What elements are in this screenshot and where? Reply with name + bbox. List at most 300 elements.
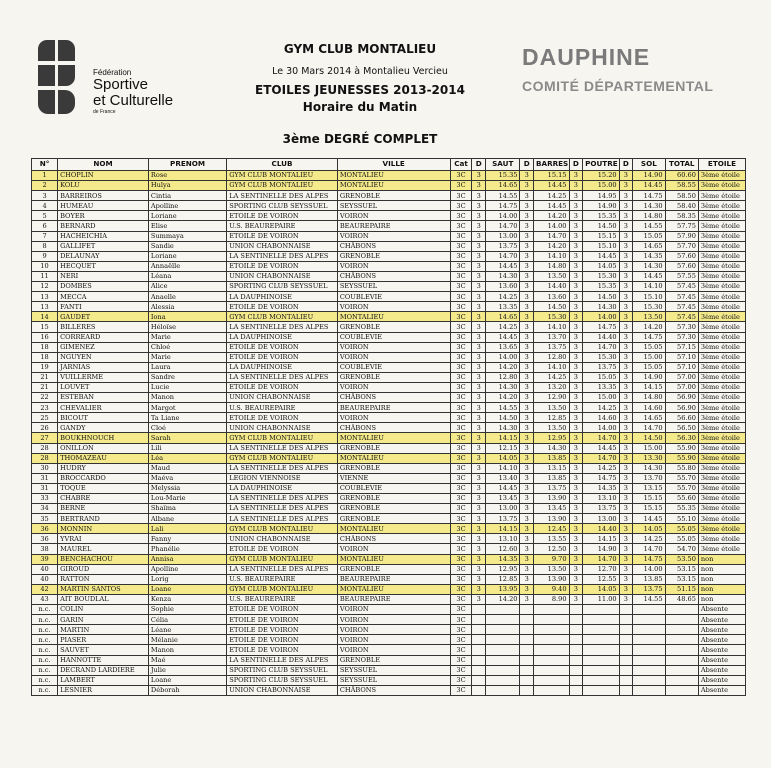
cell-etoile: 3ème étoile	[698, 211, 745, 221]
cell-barres: 13.15	[534, 463, 569, 473]
column-header: CLUB	[227, 159, 338, 171]
cell-d2: 3	[520, 423, 534, 433]
cell-prenom: Annaëlle	[148, 261, 226, 271]
column-header: SAUT	[486, 159, 520, 171]
table-header	[32, 159, 746, 171]
cell-total: 56.60	[665, 413, 698, 423]
cell-total: 56.90	[665, 393, 698, 403]
table-row	[32, 312, 746, 322]
cell-d1: 3	[472, 473, 486, 483]
cell-etoile: 3ème étoile	[698, 282, 745, 292]
cell-cat: 3C	[450, 615, 472, 625]
cell-prenom: Lili	[148, 443, 226, 453]
cell-cat: 3C	[450, 645, 472, 655]
cell-d1: 3	[472, 433, 486, 443]
cell-etoile: 3ème étoile	[698, 473, 745, 483]
cell-nom: MARTIN SANTOS	[58, 584, 149, 594]
cell-saut	[486, 635, 520, 645]
cell-club: GYM CLUB MONTALIEU	[227, 433, 338, 443]
cell-prenom: Lorig	[148, 574, 226, 584]
cell-club: SPORTING CLUB SEYSSUEL	[227, 675, 338, 685]
cell-nom: RATTON	[58, 574, 149, 584]
cell-barres: 14.30	[534, 443, 569, 453]
cell-d1: 3	[472, 171, 486, 181]
cell-ville: SEYSSUEL	[337, 675, 450, 685]
cell-sol: 14.35	[633, 251, 665, 261]
cell-etoile: 3ème étoile	[698, 312, 745, 322]
cell-total: 57.30	[665, 332, 698, 342]
cell-saut: 14.65	[486, 181, 520, 191]
cell-sol: 15.05	[633, 362, 665, 372]
cell-d3: 3	[569, 372, 583, 382]
cell-saut: 13.75	[486, 514, 520, 524]
cell-barres: 13.90	[534, 514, 569, 524]
cell-club: LA DAUPHINOISE	[227, 292, 338, 302]
cell-saut: 14.25	[486, 322, 520, 332]
cell-saut: 13.00	[486, 504, 520, 514]
cell-etoile: Absente	[698, 675, 745, 685]
cell-saut: 14.70	[486, 251, 520, 261]
cell-d4: 3	[619, 494, 633, 504]
cell-etoile: 3ème étoile	[698, 463, 745, 473]
cell-d3: 3	[569, 594, 583, 604]
table-row	[32, 625, 746, 635]
cell-etoile: 3ème étoile	[698, 181, 745, 191]
cell-nom: BROCCARDO	[58, 473, 149, 483]
cell-n: 12	[32, 282, 58, 292]
cell-poutre: 14.70	[583, 453, 620, 463]
cell-d2	[520, 675, 534, 685]
cell-sol	[633, 605, 665, 615]
cell-barres	[534, 645, 569, 655]
cell-prenom: Kenza	[148, 594, 226, 604]
cell-poutre: 14.25	[583, 403, 620, 413]
cell-etoile: 3ème étoile	[698, 382, 745, 392]
cell-d4: 3	[619, 292, 633, 302]
cell-cat: 3C	[450, 534, 472, 544]
cell-d2: 3	[520, 433, 534, 443]
cell-cat: 3C	[450, 211, 472, 221]
cell-poutre	[583, 665, 620, 675]
cell-poutre: 14.70	[583, 433, 620, 443]
cell-n: n.c.	[32, 645, 58, 655]
cell-sol: 14.45	[633, 181, 665, 191]
cell-ville: VOIRON	[337, 615, 450, 625]
cell-poutre: 14.45	[583, 251, 620, 261]
cell-saut: 14.65	[486, 312, 520, 322]
cell-d1: 3	[472, 332, 486, 342]
cell-total	[665, 625, 698, 635]
cell-club: LA SENTINELLE DES ALPES	[227, 564, 338, 574]
cell-nom: HUDRY	[58, 463, 149, 473]
cell-saut: 12.80	[486, 372, 520, 382]
cell-n: 33	[32, 494, 58, 504]
cell-barres: 14.10	[534, 362, 569, 372]
cell-ville: GRENOBLE	[337, 372, 450, 382]
cell-cat: 3C	[450, 423, 472, 433]
cell-d4: 3	[619, 352, 633, 362]
cell-poutre: 11.00	[583, 594, 620, 604]
cell-barres: 14.25	[534, 372, 569, 382]
cell-n: 13	[32, 292, 58, 302]
cell-ville: VOIRON	[337, 231, 450, 241]
cell-d3: 3	[569, 544, 583, 554]
cell-nom: BOYER	[58, 211, 149, 221]
cell-club: ETOILE DE VOIRON	[227, 605, 338, 615]
cell-cat: 3C	[450, 322, 472, 332]
cell-d1: 3	[472, 362, 486, 372]
cell-d1: 3	[472, 403, 486, 413]
cell-n: 18	[32, 342, 58, 352]
cell-etoile: 3ème étoile	[698, 221, 745, 231]
cell-cat: 3C	[450, 413, 472, 423]
cell-d1	[472, 665, 486, 675]
cell-prenom: Apolline	[148, 201, 226, 211]
cell-nom: GANDY	[58, 423, 149, 433]
cell-club: LA SENTINELLE DES ALPES	[227, 504, 338, 514]
table-row	[32, 171, 746, 181]
cell-prenom: Elise	[148, 221, 226, 231]
cell-ville: CHÂBONS	[337, 393, 450, 403]
cell-cat: 3C	[450, 453, 472, 463]
cell-d4: 3	[619, 231, 633, 241]
cell-etoile: Absente	[698, 605, 745, 615]
cell-nom: KOLU	[58, 181, 149, 191]
cell-barres: 15.15	[534, 171, 569, 181]
cell-d4	[619, 685, 633, 695]
cell-saut: 15.35	[486, 171, 520, 181]
cell-poutre: 14.60	[583, 413, 620, 423]
cell-nom: BOUKHNOUCH	[58, 433, 149, 443]
cell-saut: 14.55	[486, 403, 520, 413]
cell-d2: 3	[520, 443, 534, 453]
cell-cat: 3C	[450, 181, 472, 191]
table-row	[32, 403, 746, 413]
cell-prenom: Loane	[148, 675, 226, 685]
cell-club: UNION CHABONNAISE	[227, 241, 338, 251]
cell-total: 55.80	[665, 463, 698, 473]
cell-club: SPORTING CLUB SEYSSUEL	[227, 201, 338, 211]
cell-d2: 3	[520, 271, 534, 281]
cell-saut: 14.15	[486, 524, 520, 534]
cell-d4: 3	[619, 382, 633, 392]
cell-d2: 3	[520, 524, 534, 534]
cell-ville: VOIRON	[337, 413, 450, 423]
cell-total: 58.35	[665, 211, 698, 221]
cell-d3: 3	[569, 342, 583, 352]
cell-sol: 14.90	[633, 171, 665, 181]
cell-d1: 3	[472, 514, 486, 524]
cell-d1	[472, 645, 486, 655]
cell-d2: 3	[520, 544, 534, 554]
cell-barres: 13.75	[534, 483, 569, 493]
cell-total: 51.15	[665, 584, 698, 594]
cell-cat: 3C	[450, 191, 472, 201]
cell-nom: HANNOTTE	[58, 655, 149, 665]
cell-poutre: 15.30	[583, 352, 620, 362]
cell-d2: 3	[520, 211, 534, 221]
cell-poutre	[583, 675, 620, 685]
cell-d3: 3	[569, 322, 583, 332]
cell-saut: 14.50	[486, 413, 520, 423]
cell-prenom: Annisa	[148, 554, 226, 564]
cell-nom: LAMBERT	[58, 675, 149, 685]
cell-total: 57.90	[665, 231, 698, 241]
cell-club: UNION CHABONNAISE	[227, 534, 338, 544]
cell-d2: 3	[520, 564, 534, 574]
cell-n: n.c.	[32, 605, 58, 615]
cell-ville: GRENOBLE	[337, 443, 450, 453]
cell-poutre: 14.90	[583, 544, 620, 554]
cell-poutre: 14.40	[583, 524, 620, 534]
cell-ville: MONTALIEU	[337, 584, 450, 594]
cell-poutre: 14.40	[583, 332, 620, 342]
column-header: BARRES	[534, 159, 569, 171]
cell-cat: 3C	[450, 463, 472, 473]
cell-ville: SEYSSUEL	[337, 201, 450, 211]
cell-barres: 13.70	[534, 332, 569, 342]
cell-total: 55.60	[665, 494, 698, 504]
cell-cat: 3C	[450, 362, 472, 372]
cell-d3: 3	[569, 423, 583, 433]
cell-barres: 12.50	[534, 544, 569, 554]
cell-total: 57.10	[665, 352, 698, 362]
column-header: D	[520, 159, 534, 171]
cell-cat: 3C	[450, 625, 472, 635]
cell-nom: BERNE	[58, 504, 149, 514]
cell-nom: SAUVET	[58, 645, 149, 655]
cell-saut	[486, 605, 520, 615]
cell-club: ETOILE DE VOIRON	[227, 231, 338, 241]
column-header: NOM	[58, 159, 149, 171]
cell-prenom: Cloé	[148, 423, 226, 433]
cell-total: 55.90	[665, 443, 698, 453]
cell-poutre: 15.35	[583, 211, 620, 221]
cell-n: n.c.	[32, 655, 58, 665]
cell-d3: 3	[569, 352, 583, 362]
cell-etoile: 3ème étoile	[698, 393, 745, 403]
table-row	[32, 675, 746, 685]
cell-sol: 13.75	[633, 584, 665, 594]
cell-etoile: 3ème étoile	[698, 241, 745, 251]
cell-barres	[534, 615, 569, 625]
cell-d3: 3	[569, 181, 583, 191]
cell-saut: 13.40	[486, 473, 520, 483]
cell-total: 58.40	[665, 201, 698, 211]
cell-total: 56.30	[665, 433, 698, 443]
cell-poutre	[583, 645, 620, 655]
cell-sol	[633, 645, 665, 655]
cell-d4: 3	[619, 504, 633, 514]
column-header: SOL	[633, 159, 665, 171]
cell-poutre: 14.70	[583, 342, 620, 352]
cell-d1	[472, 675, 486, 685]
cell-cat: 3C	[450, 312, 472, 322]
cell-n: 30	[32, 463, 58, 473]
cell-sol: 14.65	[633, 241, 665, 251]
table-row	[32, 463, 746, 473]
cell-d2: 3	[520, 231, 534, 241]
fscf-logo	[36, 38, 186, 124]
cell-prenom: Sophie	[148, 605, 226, 615]
table-row	[32, 201, 746, 211]
cell-d3: 3	[569, 413, 583, 423]
cell-saut	[486, 645, 520, 655]
table-row	[32, 524, 746, 534]
cell-prenom: Sandie	[148, 241, 226, 251]
cell-d4: 3	[619, 463, 633, 473]
cell-prenom: Sarah	[148, 433, 226, 443]
cell-sol	[633, 655, 665, 665]
cell-n: n.c.	[32, 685, 58, 695]
cell-d4: 3	[619, 443, 633, 453]
cell-d4: 3	[619, 544, 633, 554]
cell-d2: 3	[520, 403, 534, 413]
table-row	[32, 615, 746, 625]
cell-club: ETOILE DE VOIRON	[227, 211, 338, 221]
cell-d1: 3	[472, 302, 486, 312]
cell-nom: GIROUD	[58, 564, 149, 574]
cell-club: ETOILE DE VOIRON	[227, 645, 338, 655]
cell-d3	[569, 665, 583, 675]
cell-d4	[619, 625, 633, 635]
cell-poutre	[583, 625, 620, 635]
cell-nom: PIASER	[58, 635, 149, 645]
cell-d2: 3	[520, 504, 534, 514]
cell-club: ETOILE DE VOIRON	[227, 302, 338, 312]
cell-d4	[619, 615, 633, 625]
cell-poutre	[583, 615, 620, 625]
cell-etoile: 3ème étoile	[698, 171, 745, 181]
cell-etoile: 3ème étoile	[698, 271, 745, 281]
club-title: GYM CLUB MONTALIEU	[283, 42, 437, 56]
cell-sol: 14.30	[633, 463, 665, 473]
cell-cat: 3C	[450, 554, 472, 564]
cell-barres: 13.50	[534, 403, 569, 413]
cell-club: ETOILE DE VOIRON	[227, 615, 338, 625]
cell-barres	[534, 655, 569, 665]
cell-d2	[520, 635, 534, 645]
cell-ville: GRENOBLE	[337, 494, 450, 504]
cell-prenom: Anaelle	[148, 292, 226, 302]
cell-ville: GRENOBLE	[337, 514, 450, 524]
cell-d4: 3	[619, 221, 633, 231]
cell-barres: 15.30	[534, 312, 569, 322]
cell-sol: 14.70	[633, 544, 665, 554]
cell-d1	[472, 615, 486, 625]
cell-saut: 13.10	[486, 534, 520, 544]
session-title: Horaire du Matin	[302, 100, 418, 114]
cell-prenom: Margot	[148, 403, 226, 413]
cell-etoile: 3ème étoile	[698, 362, 745, 372]
cell-sol: 14.80	[633, 393, 665, 403]
cell-cat: 3C	[450, 544, 472, 554]
cell-d1: 3	[472, 584, 486, 594]
table-row	[32, 342, 746, 352]
cell-d4: 3	[619, 403, 633, 413]
cell-n: 21	[32, 372, 58, 382]
cell-sol: 15.05	[633, 342, 665, 352]
cell-total: 55.35	[665, 504, 698, 514]
cell-saut: 14.00	[486, 211, 520, 221]
cell-d2: 3	[520, 251, 534, 261]
cell-d3: 3	[569, 211, 583, 221]
cell-cat: 3C	[450, 433, 472, 443]
cell-ville: COUBLEVIE	[337, 332, 450, 342]
cell-total	[665, 655, 698, 665]
cell-d1: 3	[472, 413, 486, 423]
cell-ville: CHÂBONS	[337, 423, 450, 433]
cell-d2: 3	[520, 352, 534, 362]
cell-barres: 14.40	[534, 282, 569, 292]
table-row	[32, 544, 746, 554]
cell-d3: 3	[569, 292, 583, 302]
cell-d4: 3	[619, 423, 633, 433]
cell-cat: 3C	[450, 171, 472, 181]
table-row	[32, 483, 746, 493]
cell-d3: 3	[569, 251, 583, 261]
cell-cat: 3C	[450, 403, 472, 413]
cell-n: 4	[32, 201, 58, 211]
cell-nom: BENCHACHOU	[58, 554, 149, 564]
cell-d4	[619, 675, 633, 685]
cell-d4: 3	[619, 282, 633, 292]
cell-etoile: 3ème étoile	[698, 302, 745, 312]
cell-d1: 3	[472, 322, 486, 332]
cell-ville: BEAUREPAIRE	[337, 221, 450, 231]
cell-nom: MONNIN	[58, 524, 149, 534]
cell-prenom: Albane	[148, 514, 226, 524]
cell-barres: 14.20	[534, 241, 569, 251]
cell-nom: BERNARD	[58, 221, 149, 231]
table-row	[32, 382, 746, 392]
cell-total: 57.15	[665, 342, 698, 352]
cell-poutre: 14.25	[583, 463, 620, 473]
cell-barres: 14.80	[534, 261, 569, 271]
cell-d3	[569, 685, 583, 695]
cell-d2: 3	[520, 332, 534, 342]
cell-nom: COLIN	[58, 605, 149, 615]
cell-d2	[520, 685, 534, 695]
cell-prenom: Rose	[148, 171, 226, 181]
cell-d4: 3	[619, 201, 633, 211]
cell-d1: 3	[472, 292, 486, 302]
cell-club: LA SENTINELLE DES ALPES	[227, 655, 338, 665]
cell-poutre: 15.00	[583, 393, 620, 403]
cell-etoile: non	[698, 564, 745, 574]
cell-d1	[472, 605, 486, 615]
cell-sol	[633, 675, 665, 685]
cell-ville: MONTALIEU	[337, 312, 450, 322]
cell-n: n.c.	[32, 625, 58, 635]
cell-sol: 14.55	[633, 221, 665, 231]
cell-ville: MONTALIEU	[337, 181, 450, 191]
cell-barres: 12.95	[534, 433, 569, 443]
cell-d4	[619, 635, 633, 645]
cell-d3: 3	[569, 191, 583, 201]
cell-prenom: Loriane	[148, 251, 226, 261]
cell-etoile: 3ème étoile	[698, 372, 745, 382]
cell-saut: 14.45	[486, 261, 520, 271]
column-header: TOTAL	[665, 159, 698, 171]
cell-d2	[520, 655, 534, 665]
table-row	[32, 423, 746, 433]
cell-poutre: 14.35	[583, 483, 620, 493]
cell-d2: 3	[520, 463, 534, 473]
cell-nom: LOUVET	[58, 382, 149, 392]
table-row	[32, 352, 746, 362]
cell-barres: 14.00	[534, 221, 569, 231]
